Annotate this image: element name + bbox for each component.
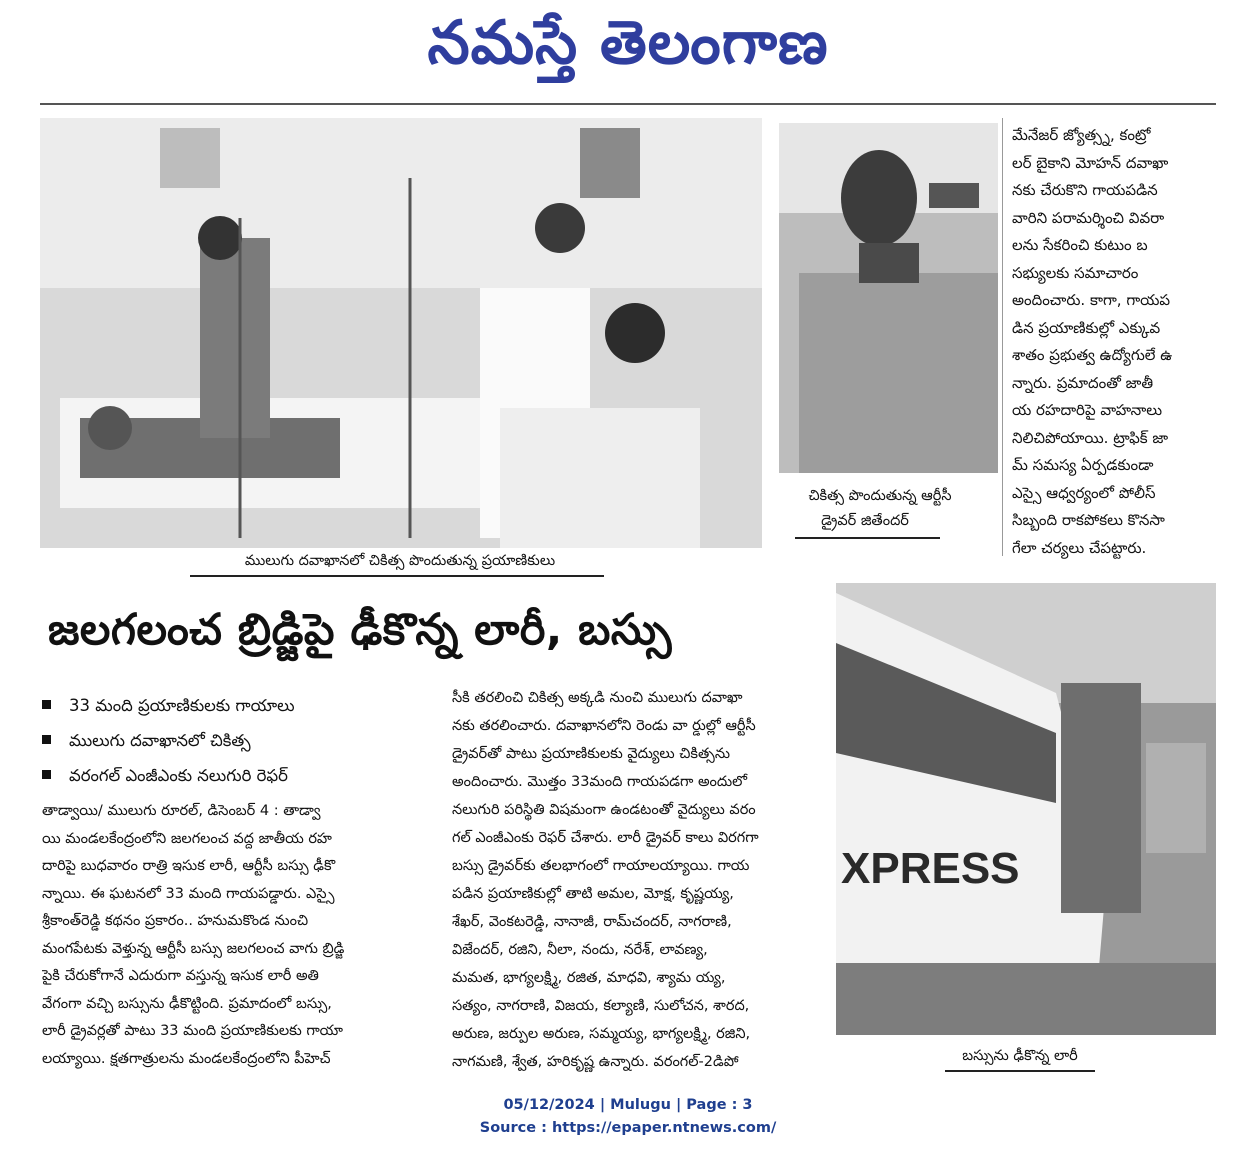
hospital-photo-illustration [40, 118, 762, 548]
text-line: గల్ ఎంజీఎంకు రెఫర్ చేశారు. లారీ డ్రైవర్ కాలు విరగగా [452, 830, 759, 846]
text-line: సీకి తరలించి చికిత్స అక్కడి నుంచి ములుగు దవాఖా [452, 690, 743, 706]
text-line: శేఖర్, వెంకటరెడ్డి, నానాజీ, రామ్‌చందర్, నాగరాణి, [452, 914, 732, 930]
bus-side-text: XPRESS [841, 844, 1020, 893]
bullet-list [42, 688, 432, 793]
text-line: న్నాయి. ఈ ఘటనలో 33 మంది గాయపడ్డారు. ఎస్సై [42, 885, 335, 902]
text-line: యి మండలకేంద్రంలోని జలగలంచ వద్ద జాతీయ రహ [42, 830, 332, 847]
text-line: నలుగురి పరిస్థితి విషమంగా ఉండటంతో వైద్యులు వరం [452, 802, 756, 818]
bus-photo [836, 583, 1216, 1035]
text-line: లారీ డ్రైవర్లతో పాటు 33 మంది ప్రయాణికులకు గాయా [42, 1023, 343, 1039]
text-line: నకు తరలించారు. దవాఖానలోని రెండు వా ర్డుల్లో ఆర్టీసీ [452, 718, 756, 734]
bullet-text: ములుగు దవాఖానలో చికిత్స [69, 731, 251, 750]
text-line: లయ్యాయి. క్షతగాత్రులను మండలకేంద్రంలోని పీహెచ్ [42, 1050, 331, 1067]
bullet-marker [42, 735, 51, 744]
masthead-title: నమస్తే తెలంగాణ [427, 8, 829, 78]
text-line: నిలిచిపోయాయి. ట్రాఫిక్ జా [1012, 428, 1169, 447]
bullet-text: వరంగల్ ఎంజీఎంకు నలుగురి రెఫర్ [69, 766, 288, 785]
text-line: విజేందర్, రజిని, నీలా, నందు, నరేశ్, లావణ్య, [452, 942, 708, 958]
driver-photo-illustration [779, 123, 998, 473]
middle-article-text [452, 684, 818, 1076]
bullet-marker [42, 770, 51, 779]
text-line: శాతం ప్రభుత్వ ఉద్యోగులే ఉ [1012, 346, 1173, 364]
column-separator [1002, 118, 1003, 556]
left-article-text [42, 798, 436, 1073]
text-line: నకు చేరుకొని గాయపడిన [1012, 181, 1158, 199]
text-line: వేగంగా వచ్చి బస్సును ఢీకొట్టింది. ప్రమాదంలో బస్సు, [42, 995, 332, 1012]
caption-underline [795, 537, 940, 539]
bullet-item [42, 688, 432, 723]
text-line: మంగపేటకు వెళ్తున్న ఆర్టీసీ బస్సు జలగలంచ వాగు బ్రిడ్జి [42, 940, 345, 957]
driver-photo-caption-line2: డ్రైవర్ జితేందర్ [821, 513, 909, 529]
hospital-photo [40, 118, 762, 548]
text-line: డిన ప్రయాణికుల్లో ఎక్కువ [1012, 318, 1161, 337]
text-line: మ్ సమస్య ఏర్పడకుండా [1012, 456, 1154, 474]
hospital-photo-caption: ములుగు దవాఖానలో చికిత్స పొందుతున్న ప్రయాణికులు [244, 553, 556, 569]
text-line: శ్రీకాంత్‌రెడ్డి కథనం ప్రకారం.. హనుమకొండ నుంచి [42, 913, 309, 929]
masthead-rule [40, 103, 1216, 105]
text-line: సభ్యులకు సమాచారం [1012, 263, 1139, 282]
text-line: ఎస్సై ఆధ్వర్యంలో పోలీస్ [1012, 483, 1156, 502]
text-line: గేలా చర్యలు చేపట్టారు. [1012, 538, 1147, 557]
text-line: అందించారు. మొత్తం 33మంది గాయపడగా అందులో [452, 774, 748, 790]
text-line: తాడ్వాయి/ ములుగు రూరల్, డిసెంబర్ 4 : తాడ్వా [42, 803, 321, 819]
text-line: బస్సు డ్రైవర్‌కు తలభాగంలో గాయాలయ్యాయి. గాయ [452, 858, 750, 874]
text-line: నాగమణి, శ్వేత, హరికృష్ణ ఉన్నారు. వరంగల్-2డిపో [452, 1054, 739, 1070]
text-line: న్నారు. ప్రమాదంతో జాతీ [1012, 373, 1154, 392]
bus-photo-caption: బస్సును ఢీకొన్న లారీ [962, 1048, 1078, 1064]
caption-underline [190, 575, 604, 577]
bus-photo-illustration [836, 583, 1216, 1035]
bullet-item [42, 723, 432, 758]
text-line: అరుణ, జర్పుల అరుణ, సమ్మయ్య, భాగ్యలక్ష్మి, రజిని, [452, 1026, 751, 1042]
text-line: పడిన ప్రయాణికుల్లో తాటి అమల, మోక్ష, కృష్ణయ్య, [452, 886, 734, 902]
bullet-text: 33 మంది ప్రయాణికులకు గాయాలు [69, 696, 295, 715]
text-line: లర్ బైకాని మోహన్ దవాఖా [1012, 153, 1169, 172]
caption-underline [945, 1070, 1095, 1072]
text-line: వారిని పరామర్శించి వివరా [1012, 208, 1165, 227]
text-line: సత్యం, నాగరాణి, విజయ, కల్యాణి, సులోచన, శారద, [452, 998, 750, 1014]
text-line: డ్రైవర్‌తో పాటు ప్రయాణికులకు వైద్యులు చికిత్సను [452, 746, 731, 762]
text-line: య రహదారిపై వాహనాలు [1012, 401, 1163, 419]
headline: జలగలంచ బ్రిడ్జిపై ఢీకొన్న లారీ, బస్సు [48, 605, 673, 655]
driver-photo-caption-line1: చికిత్స పొందుతున్న ఆర్టీసీ [808, 488, 952, 504]
footer-date-line: 05/12/2024 | Mulugu | Page : 3 [503, 1097, 753, 1113]
text-line: మేనేజర్ జ్యోత్స్న, కంట్రో [1012, 126, 1151, 144]
right-column-text [1012, 122, 1218, 562]
text-line: లను సేకరించి కుటుం బ [1012, 236, 1148, 254]
text-line: పైకి చేరుకోగానే ఎదురుగా వస్తున్న ఇసుక లారీ అతి [42, 968, 319, 984]
text-line: అందించారు. కాగా, గాయప [1012, 291, 1171, 309]
driver-photo [779, 123, 998, 473]
text-line: మమత, భాగ్యలక్ష్మి, రజిత, మాధవి, శ్యామ య్య, [452, 970, 726, 986]
text-line: దారిపై బుధవారం రాత్రి ఇసుక లారీ, ఆర్టీసీ బస్సు ఢీకొ [42, 858, 336, 874]
text-line: సిబ్బంది రాకపోకలు కొనసా [1012, 511, 1165, 529]
footer-source-line: Source : https://epaper.ntnews.com/ [479, 1120, 777, 1136]
bullet-item [42, 758, 432, 793]
bullet-marker [42, 700, 51, 709]
